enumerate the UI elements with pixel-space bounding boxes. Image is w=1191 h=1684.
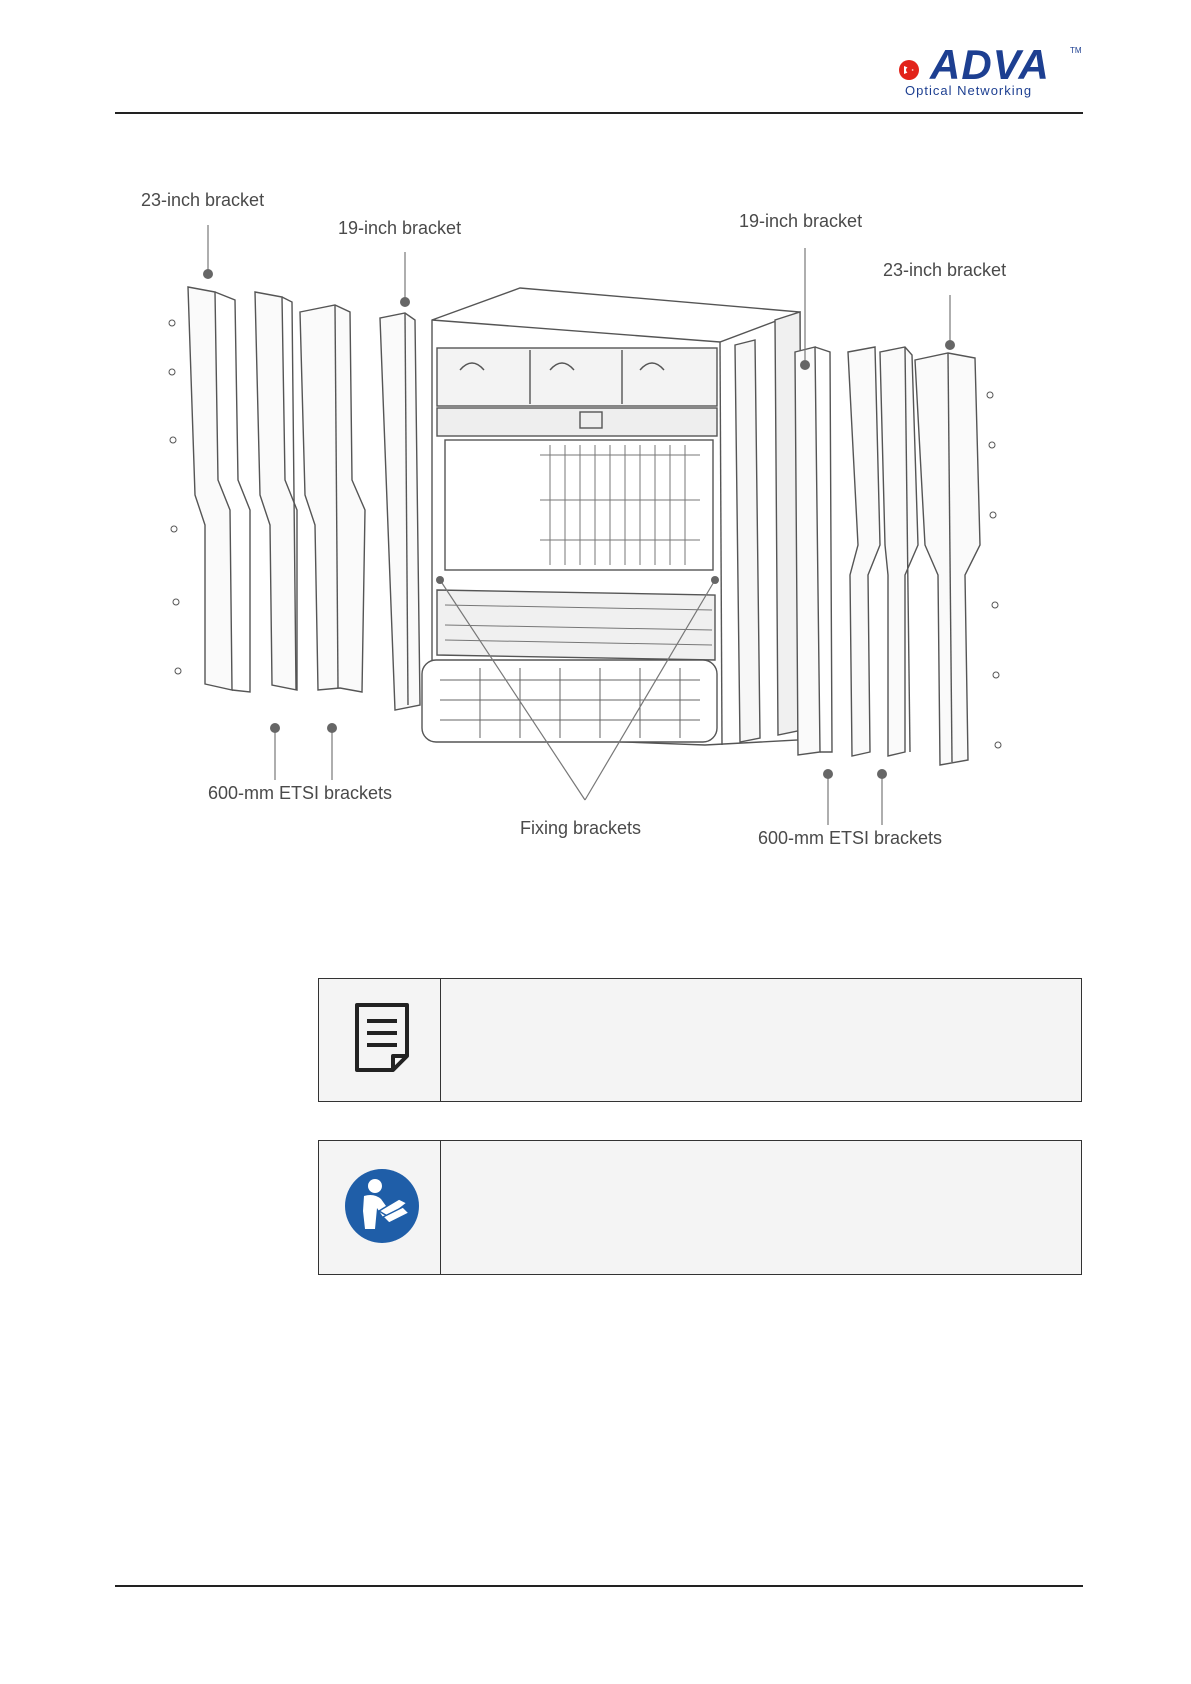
- logo-wordmark: ADVA: [930, 41, 1050, 88]
- read-manual-icon-cell: [319, 1141, 441, 1274]
- callout-left-19-inch-bracket: 19-inch bracket: [338, 218, 462, 238]
- callout-left-23-inch-bracket: 23-inch bracket: [141, 190, 265, 210]
- callout-fixing-brackets: Fixing brackets: [520, 818, 642, 838]
- footer-rule: [115, 1585, 1083, 1587]
- right-etsi-bracket-2: [880, 347, 918, 756]
- left-23-inch-bracket: [188, 287, 250, 692]
- right-19-inch-bracket: [795, 347, 832, 755]
- left-etsi-bracket-2: [300, 305, 365, 692]
- note-icon-cell: [319, 979, 441, 1101]
- logo-trademark: TM: [1070, 46, 1082, 55]
- callout-left-etsi-brackets: 600-mm ETSI brackets: [208, 783, 393, 803]
- logo-tagline: Optical Networking: [905, 83, 1033, 98]
- callout-right-etsi-brackets: 600-mm ETSI brackets: [758, 828, 943, 848]
- left-19-inch-bracket: [380, 313, 420, 710]
- read-manual-icon: [319, 1141, 441, 1276]
- callout-right-23-inch-bracket: 23-inch bracket: [883, 260, 1007, 280]
- callout-right-19-inch-bracket: 19-inch bracket: [739, 211, 863, 231]
- left-etsi-bracket-1: [255, 292, 297, 690]
- note-icon: [319, 979, 441, 1101]
- note-box: [318, 978, 1082, 1102]
- read-manual-box: [318, 1140, 1082, 1275]
- shelf-chassis: [422, 288, 802, 745]
- right-etsi-bracket-1: [848, 347, 880, 756]
- right-23-inch-bracket: [915, 353, 980, 765]
